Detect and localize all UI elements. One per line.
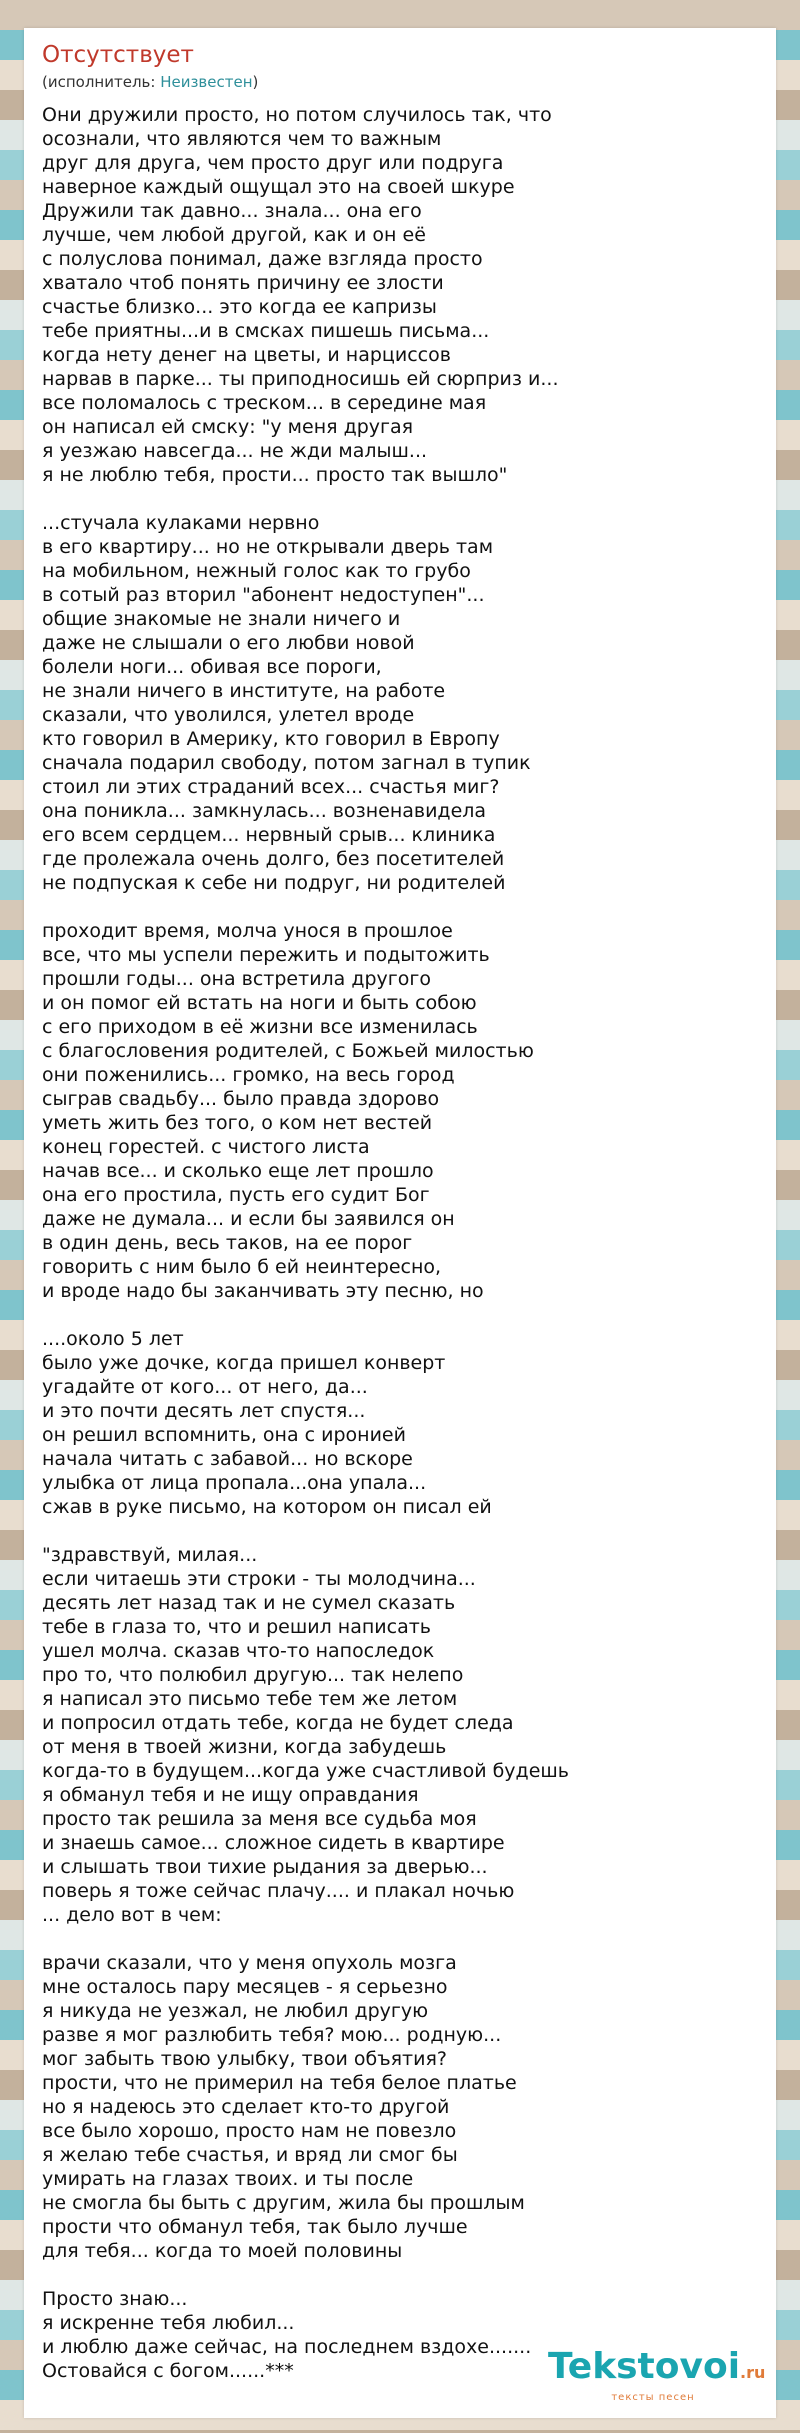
song-title: Отсутствует: [42, 42, 194, 68]
lyric-line: ...стучала кулаками нервно: [42, 512, 320, 534]
lyric-line: просто так решила за меня все судьба моя: [42, 1808, 477, 1830]
lyric-line: но я надеюсь это сделает кто-то другой: [42, 2096, 450, 2118]
lyric-line: с благословения родителей, с Божьей милостью: [42, 1040, 534, 1062]
lyric-line: все было хорошо, просто нам не повезло: [42, 2120, 457, 2142]
lyric-line: и попросил отдать тебе, когда не будет следа: [42, 1712, 514, 1734]
lyric-line: даже не слышали о его любви новой: [42, 632, 415, 654]
lyric-line: с его приходом в её жизни все изменилась: [42, 1016, 478, 1038]
lyric-line: в его квартиру... но не открывали дверь там: [42, 536, 494, 558]
lyric-line: его всем сердцем... нервный срыв... клиника: [42, 824, 496, 846]
lyric-line: кто говорил в Америку, кто говорил в Европу: [42, 728, 500, 750]
lyric-line: мог забыть твою улыбку, твои объятия?: [42, 2048, 447, 2070]
lyric-line: сыграв свадьбу... было правда здорово: [42, 1088, 440, 1110]
lyric-line: Дружили так давно... знала... она его: [42, 200, 422, 222]
artist-link[interactable]: Неизвестен: [160, 73, 253, 91]
lyric-line: в сотый раз вторил "абонент недоступен"...: [42, 584, 485, 606]
lyric-line: Остовайся с богом......***: [42, 2360, 294, 2382]
lyric-line: говорить с ним было б ей неинтересно,: [42, 1256, 442, 1278]
lyric-line: Просто знаю...: [42, 2288, 188, 2310]
lyric-line: все поломалось с треском... в середине мая: [42, 392, 487, 414]
lyric-line: и он помог ей встать на ноги и быть собою: [42, 992, 477, 1014]
logo-tld: .ru: [740, 2363, 766, 2382]
lyric-line: начала читать с забавой... но вскоре: [42, 1448, 413, 1470]
lyric-line: и люблю даже сейчас, на последнем вздохе.......: [42, 2336, 532, 2358]
lyric-line: когда-то в будущем...когда уже счастливой будешь: [42, 1760, 569, 1782]
lyric-line: разве я мог разлюбить тебя? мою... родную...: [42, 2024, 502, 2046]
lyric-line: в один день, весь таков, на ее порог: [42, 1232, 413, 1254]
stanza-gap: [42, 1927, 762, 1951]
stanza-gap: [42, 1303, 762, 1327]
artist-suffix: ): [252, 73, 259, 91]
lyric-line: поверь я тоже сейчас плачу.... и плакал ночью: [42, 1880, 515, 1902]
lyric-line: на мобильном, нежный голос как то грубо: [42, 560, 471, 582]
lyric-line: стоил ли этих страданий всех... счастья миг?: [42, 776, 500, 798]
lyric-line: общие знакомые не знали ничего и: [42, 608, 401, 630]
site-logo[interactable]: [548, 2346, 766, 2404]
lyric-line: даже не думала... и если бы заявился он: [42, 1208, 455, 1230]
lyric-line: я никуда не уезжал, не любил другую: [42, 2000, 429, 2022]
lyric-line: она его простила, пусть его судит Бог: [42, 1184, 430, 1206]
lyric-line: когда нету денег на цветы, и нарциссов: [42, 344, 451, 366]
lyric-line: я искренне тебя любил...: [42, 2312, 295, 2334]
lyric-line: сжав в руке письмо, на котором он писал ей: [42, 1496, 492, 1518]
lyric-line: умирать на глазах твоих. и ты после: [42, 2168, 414, 2190]
lyric-line: прости что обманул тебя, так было лучше: [42, 2216, 468, 2238]
lyric-line: прошли годы... она встретила другого: [42, 968, 432, 990]
lyric-line: и знаешь самое... сложное сидеть в квартире: [42, 1832, 505, 1854]
lyric-line: тебе в глаза то, что и решил написать: [42, 1616, 431, 1638]
lyric-line: все, что мы успели пережить и подытожить: [42, 944, 490, 966]
lyric-line: и слышать твои тихие рыдания за дверью...: [42, 1856, 488, 1878]
lyric-line: мне осталось пару месяцев - я серьезно: [42, 1976, 448, 1998]
lyric-line: ... дело вот в чем:: [42, 1904, 222, 1926]
lyric-line: я не люблю тебя, прости... просто так вышло": [42, 464, 508, 486]
lyrics-card: [24, 28, 776, 2418]
lyric-line: друг для друга, чем просто друг или подруга: [42, 152, 504, 174]
lyric-line: сказали, что уволился, улетел вроде: [42, 704, 415, 726]
lyric-line: Они дружили просто, но потом случилось так, что: [42, 104, 552, 126]
lyric-line: ушел молча. сказав что-то напоследок: [42, 1640, 435, 1662]
lyric-line: я обманул тебя и не ищу оправдания: [42, 1784, 419, 1806]
lyric-line: угадайте от кого... от него, да...: [42, 1376, 368, 1398]
lyric-line: она поникла... замкнулась... возненавидела: [42, 800, 487, 822]
lyric-line: уметь жить без того, о ком нет вестей: [42, 1112, 433, 1134]
logo-brand: Tekstovoi: [548, 2346, 741, 2387]
lyric-line: нарвав в парке... ты приподносишь ей сюрприз и...: [42, 368, 559, 390]
lyric-line: осознали, что являются чем то важным: [42, 128, 442, 150]
lyric-line: было уже дочке, когда пришел конверт: [42, 1352, 446, 1374]
lyric-line: для тебя... когда то моей половины: [42, 2240, 403, 2262]
lyric-line: про то, что полюбил другую... так нелепо: [42, 1664, 464, 1686]
lyric-line: десять лет назад так и не сумел сказать: [42, 1592, 456, 1614]
lyric-line: болели ноги... обивая все пороги,: [42, 656, 382, 678]
lyric-line: если читаешь эти строки - ты молодчина...: [42, 1568, 476, 1590]
lyric-line: они поженились... громко, на весь город: [42, 1064, 455, 1086]
logo-wordmark: [548, 2346, 766, 2392]
artist-line: [42, 73, 258, 91]
lyric-line: тебе приятны...и в смсках пишешь письма...: [42, 320, 490, 342]
lyrics-body: [42, 103, 762, 2383]
stanza-gap: [42, 2263, 762, 2287]
lyric-line: не знали ничего в институте, на работе: [42, 680, 446, 702]
lyric-line: он написал ей смску: "у меня другая: [42, 416, 414, 438]
lyric-line: ....около 5 лет: [42, 1328, 184, 1350]
lyric-line: и вроде надо бы заканчивать эту песню, но: [42, 1280, 484, 1302]
stanza-gap: [42, 1519, 762, 1543]
lyric-line: от меня в твоей жизни, когда забудешь: [42, 1736, 447, 1758]
lyric-line: не подпуская к себе ни подруг, ни родителей: [42, 872, 506, 894]
lyric-line: я желаю тебе счастья, и вряд ли смог бы: [42, 2144, 458, 2166]
lyric-line: хватало чтоб понять причину ее злости: [42, 272, 444, 294]
lyric-line: и это почти десять лет спустя...: [42, 1400, 366, 1422]
stanza-gap: [42, 895, 762, 919]
lyric-line: врачи сказали, что у меня опухоль мозга: [42, 1952, 457, 1974]
lyric-line: лучше, чем любой другой, как и он её: [42, 224, 426, 246]
lyric-line: "здравствуй, милая...: [42, 1544, 258, 1566]
lyric-line: счастье близко... это когда ее капризы: [42, 296, 437, 318]
lyric-line: проходит время, молча унося в прошлое: [42, 920, 453, 942]
lyric-line: начав все... и сколько еще лет прошло: [42, 1160, 434, 1182]
lyric-line: конец горестей. с чистого листа: [42, 1136, 370, 1158]
lyric-line: не смогла бы быть с другим, жила бы прошлым: [42, 2192, 525, 2214]
lyric-line: улыбка от лица пропала...она упала...: [42, 1472, 427, 1494]
logo-tagline: тексты песен: [611, 2392, 695, 2403]
lyric-line: я написал это письмо тебе тем же летом: [42, 1688, 458, 1710]
lyric-line: прости, что не примерил на тебя белое платье: [42, 2072, 517, 2094]
lyric-line: сначала подарил свободу, потом загнал в тупик: [42, 752, 531, 774]
stanza-gap: [42, 487, 762, 511]
lyric-line: он решил вспомнить, она с иронией: [42, 1424, 406, 1446]
artist-prefix: (исполнитель:: [42, 73, 161, 91]
lyric-line: наверное каждый ощущал это на своей шкуре: [42, 176, 515, 198]
lyric-line: где пролежала очень долго, без посетителей: [42, 848, 505, 870]
lyric-line: с полуслова понимал, даже взгляда просто: [42, 248, 483, 270]
lyric-line: я уезжаю навсегда... не жди малыш...: [42, 440, 428, 462]
